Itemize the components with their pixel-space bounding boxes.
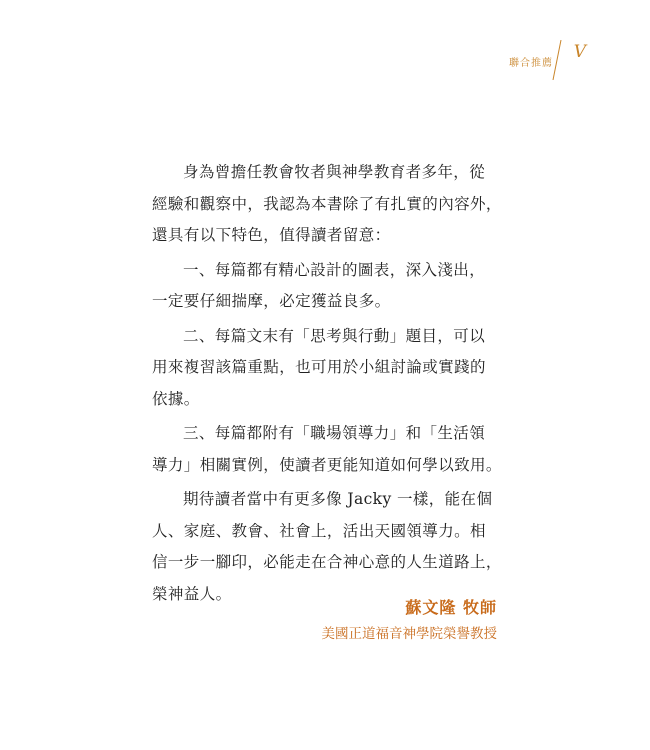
text-line: 用來複習該篇重點，也可用於小組討論或實踐的	[152, 358, 486, 376]
recommendation-body	[152, 157, 500, 610]
text-line: 導力」相關實例，使讀者更能知道如何學以致用。	[152, 455, 502, 474]
text-line: 經驗和觀察中，我認為本書除了有扎實的內容外，	[152, 194, 502, 213]
text-line: 期待讀者當中有更多像 Jacky 一樣，能在個	[183, 490, 493, 508]
page-header	[466, 40, 586, 84]
page-number: V	[573, 42, 586, 62]
text-line: 一定要仔細揣摩，必定獲益良多。	[152, 292, 391, 310]
text-line: 人、家庭、教會、社會上，活出天國領導力。相	[152, 521, 486, 540]
text-line: 信一步一腳印，必能走在合神心意的人生道路上，	[152, 553, 502, 571]
text-line: 二、每篇文末有「思考與行動」題目，可以	[183, 326, 486, 345]
section-label: 聯合推薦	[509, 58, 553, 69]
author-title: 美國正道福音神學院榮譽教授	[321, 626, 497, 642]
text-line: 三、每篇都附有「職場領導力」和「生活領	[183, 424, 486, 442]
text-line: 依據。	[152, 389, 200, 408]
text-line: 身為曾擔任教會牧者與神學教育者多年，從	[183, 163, 486, 181]
text-line: 還具有以下特色，值得讀者留意：	[152, 226, 391, 244]
header-divider-slash	[552, 40, 562, 80]
signature-block	[322, 596, 498, 646]
text-line: 一、每篇都有精心設計的圖表，深入淺出，	[183, 260, 486, 279]
author-name: 蘇文隆 牧師	[405, 598, 497, 617]
text-line: 榮神益人。	[152, 584, 232, 603]
